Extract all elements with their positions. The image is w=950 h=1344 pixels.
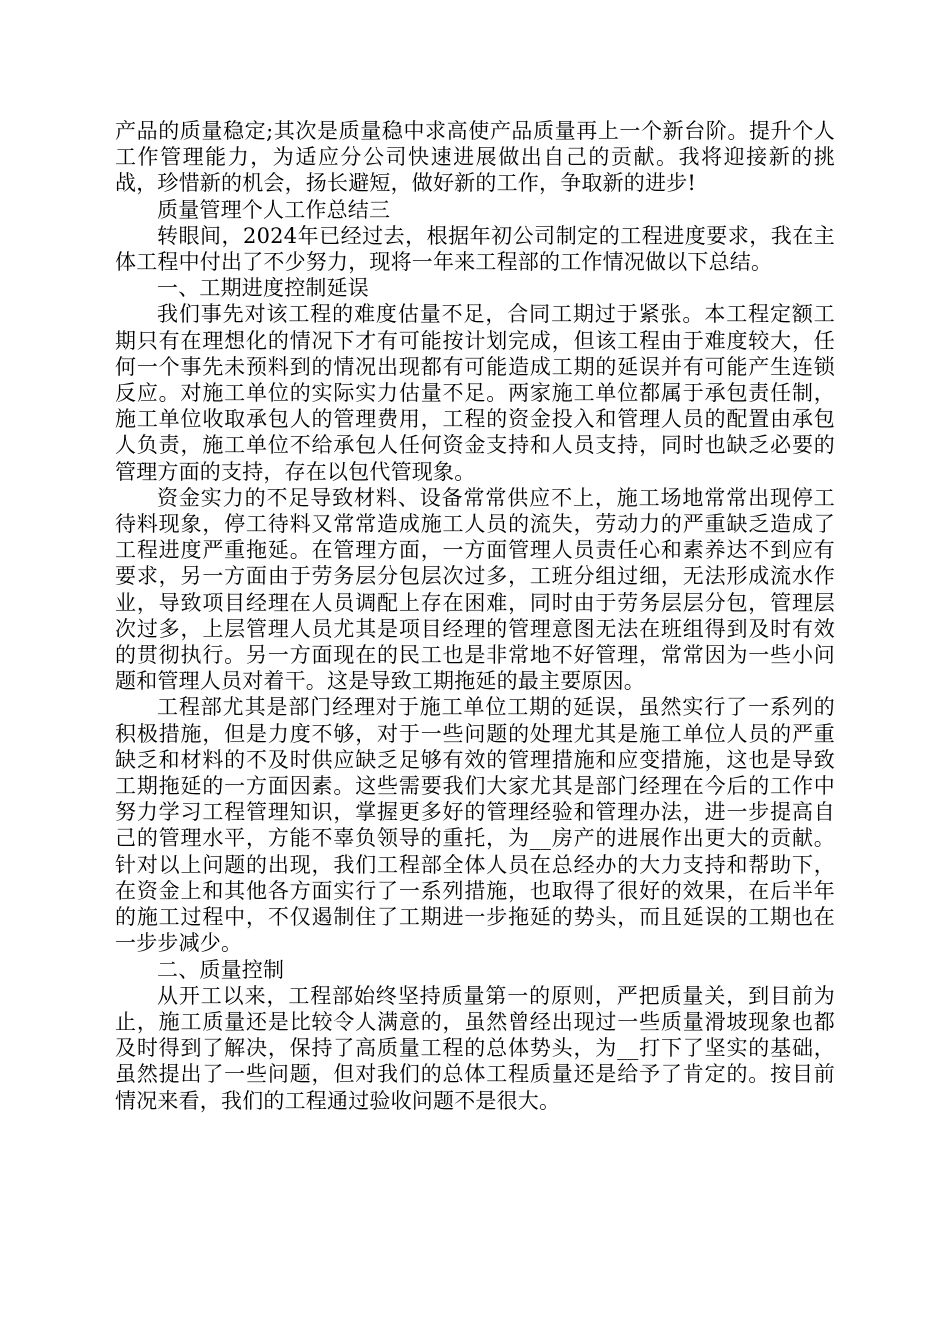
heading-quality-control: 二、质量控制 (157, 957, 285, 982)
section-title: 质量管理个人工作总结三 (157, 197, 391, 222)
paragraph-schedule-2: 资金实力的不足导致材料、设备常常供应不上，施工场地常常出现停工待料现象，停工待料又常常造成施工人员的流失，劳动力的严重缺乏造成了工程进度严重拖延。在管理方面，一方面管理人员责任心和素养达不到应有要求，另一方面由于劳务层分包层次过多，工班分组过细，无法形成流水作业，导致项目经理在人员调配上存在困难，同时由于劳务层层分包，管理层次过多，上层管理人员尤其是项目经理的管理意图无法在班组得到及时有效的贯彻执行。另一方面现在的民工也是非常地不好管理，常常因为一些小问题和管理人员对着干。这是导致工期拖延的最主要原因。 (115, 485, 835, 694)
paragraph-intro-continuation: 产品的质量稳定;其次是质量稳中求高使产品质量再上一个新台阶。提升个人工作管理能力，为适应分公司快速进展做出自己的贡献。我将迎接新的挑战，珍惜新的机会，扬长避短，做好新的工作，争取新的进步! (115, 119, 835, 196)
heading-schedule-delay: 一、工期进度控制延误 (157, 276, 369, 301)
paragraph-schedule-1: 我们事先对该工程的难度估量不足，合同工期过于紧张。本工程定额工期只有在理想化的情况下才有可能按计划完成，但该工程由于难度较大，任何一个事先未预料到的情况出现都有可能造成工期的延误并有可能产生连锁反应。对施工单位的实际实力估量不足。两家施工单位都属于承包责任制，施工单位收取承包人的管理费用，工程的资金投入和管理人员的配置由承包人负责，施工单位不给承包人任何资金支持和人员支持，同时也缺乏必要的管理方面的支持，存在以包代管现象。 (115, 302, 835, 484)
paragraph-overview: 转眼间，2024年已经过去，根据年初公司制定的工程进度要求，我在主体工程中付出了不少努力，现将一年来工程部的工作情况做以下总结。 (115, 223, 835, 275)
paragraph-schedule-3: 工程部尤其是部门经理对于施工单位工期的延误，虽然实行了一系列的积极措施，但是力度不够，对于一些问题的处理尤其是施工单位人员的严重缺乏和材料的不及时供应缺乏足够有效的管理措施和应变措施，这也是导致工期拖延的一方面因素。这些需要我们大家尤其是部门经理在今后的工作中努力学习工程管理知识，掌握更多好的管理经验和管理办法，进一步提高自己的管理水平，方能不辜负领导的重托，为__房产的进展作出更大的贡献。针对以上问题的出现，我们工程部全体人员在总经办的大力支持和帮助下，在资金上和其他各方面实行了一系列措施，也取得了很好的效果，在后半年的施工过程中，不仅遏制住了工期进一步拖延的势头，而且延误的工期也在一步步减少。 (115, 695, 835, 956)
document-body (115, 118, 835, 1114)
paragraph-quality: 从开工以来，工程部始终坚持质量第一的原则，严把质量关，到目前为止，施工质量还是比较令人满意的，虽然曾经出现过一些质量滑坡现象也都及时得到了解决，保持了高质量工程的总体势头，为__打下了坚实的基础，虽然提出了一些问题，但对我们的总体工程质量还是给予了肯定的。按目前情况来看，我们的工程通过验收问题不是很大。 (115, 983, 835, 1113)
